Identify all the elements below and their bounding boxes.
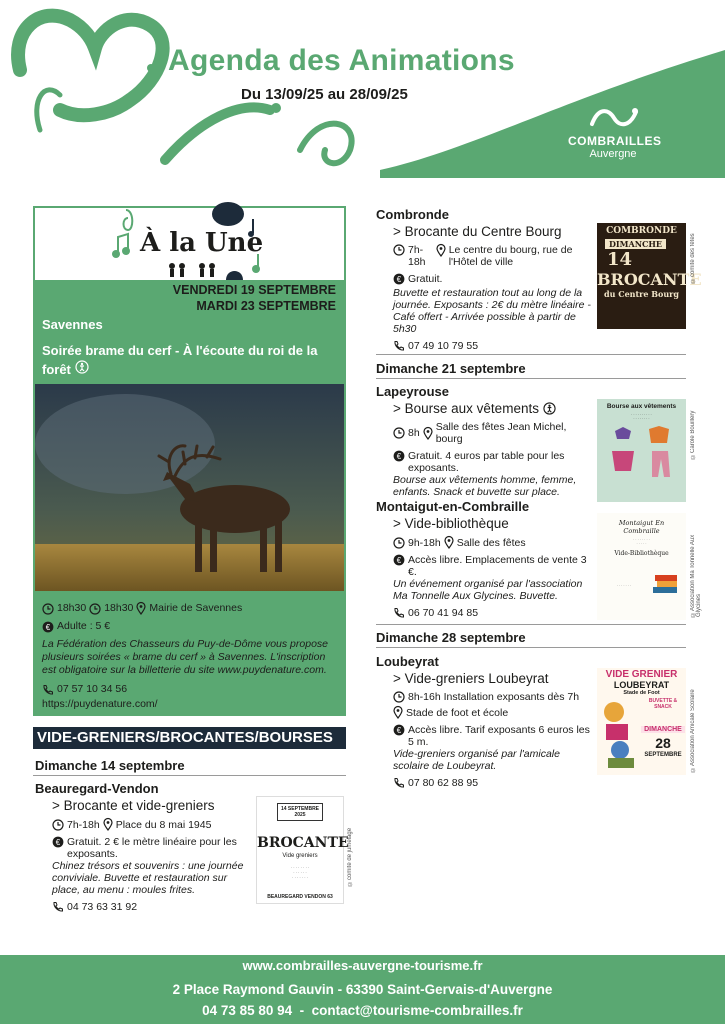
event-phone-row: [52, 901, 248, 913]
footer: [0, 955, 725, 1024]
books-illustration: [597, 557, 686, 607]
event-time-row: [393, 244, 593, 268]
divider: [376, 378, 686, 379]
poster-line3: Stade de Foot: [623, 690, 660, 696]
divider: [376, 624, 686, 625]
event-price: Gratuit. 4 euros par table pour les exposants.: [408, 450, 565, 474]
event-price: Accès libre. Tarif exposants 6 euros les 5 m.: [408, 724, 590, 748]
svg-text:€: €: [396, 726, 402, 735]
featured-phone: 07 57 10 34 56: [57, 683, 128, 695]
event-price: Accès libre. Emplacements de vente 3 €.: [408, 554, 587, 578]
euro-icon: [393, 554, 405, 566]
event-time-row: [393, 421, 593, 445]
poster-sub: Vide greniers: [282, 853, 318, 859]
featured-place: Mairie de Savennes: [149, 602, 243, 614]
featured-date-2: MARDI 23 SEPTEMBRE: [196, 299, 336, 313]
poster-title: Bourse aux vêtements: [606, 403, 677, 410]
poster-title: BROCANTE: [257, 835, 349, 851]
clothes-illustration: [597, 421, 686, 491]
event-town: Beauregard-Vendon: [35, 781, 159, 796]
event-time-row: [393, 536, 593, 549]
day-heading-28: Dimanche 28 septembre: [376, 630, 526, 645]
featured-time-1: 18h30: [57, 602, 87, 614]
svg-text:€: €: [396, 275, 402, 284]
clock-icon: [52, 819, 64, 831]
divider: [33, 775, 346, 776]
day-heading-14: Dimanche 14 septembre: [35, 758, 185, 773]
featured-phone-row: [42, 683, 342, 696]
location-pin-icon: [436, 244, 446, 257]
divider: [376, 647, 686, 648]
event-time: 7h-18h: [408, 244, 426, 268]
euro-icon: [52, 836, 64, 848]
accessibility-icon: [543, 402, 556, 415]
event-time-row: [52, 818, 248, 831]
featured-price-row: [42, 620, 342, 633]
event-title[interactable]: [393, 401, 556, 416]
clock-icon: [42, 603, 54, 615]
divider: [376, 354, 686, 355]
event-phone: 07 49 10 79 55: [408, 340, 479, 352]
poster-line2: DIMANCHE: [605, 239, 666, 249]
clock-icon: [393, 244, 405, 256]
deer-photo: [35, 384, 344, 591]
photo-credit: ©Carole Bouillery: [690, 410, 696, 459]
event-place-row: [393, 706, 593, 719]
featured-town: Savennes: [42, 317, 103, 332]
event-description: Un événement organisé par l'association Ma Tonnelle Aux Glycines. Buvette.: [393, 578, 583, 602]
event-phone: 07 80 62 88 95: [408, 777, 479, 789]
photo-credit: ©Association Amicale Scolaire: [690, 689, 696, 772]
event-place: Salle des fêtes Jean Michel, bourg: [435, 421, 567, 445]
event-place: Le centre du bourg, rue de l'Hôtel de ville: [448, 244, 573, 268]
event-town: Montaigut-en-Combraille: [376, 499, 530, 514]
event-price-row: [52, 836, 248, 860]
clock-icon: [89, 603, 101, 615]
euro-icon: [393, 273, 405, 285]
featured-event-title: [42, 341, 342, 379]
featured-title: À la Une: [140, 228, 264, 258]
footer-contact[interactable]: 04 73 85 80 94 - contact@tourisme-combrailles.fr: [202, 1003, 523, 1018]
objects-illustration: [600, 698, 640, 770]
event-price-row: [393, 724, 593, 748]
event-phone: 04 73 63 31 92: [67, 901, 138, 913]
event-title[interactable]: > Brocante du Centre Bourg: [393, 224, 562, 239]
event-price-row: [393, 554, 593, 578]
event-poster-loubeyrat: [597, 668, 686, 775]
svg-text:€: €: [55, 838, 61, 847]
svg-text:€: €: [45, 622, 51, 632]
event-town: Combronde: [376, 207, 449, 222]
event-town: Lapeyrouse: [376, 384, 449, 399]
featured-dates: [40, 282, 336, 314]
event-place: Place du 8 mai 1945: [115, 818, 212, 831]
poster-line2: LOUBEYRAT: [613, 680, 670, 690]
phone-icon: [42, 684, 54, 696]
event-details: [393, 536, 593, 624]
footer-website[interactable]: www.combrailles-auvergne-tourisme.fr: [242, 958, 483, 973]
svg-text:· · · · · · ·: · · · · · · ·: [617, 584, 631, 588]
event-details: [393, 691, 593, 794]
event-time: 8h-16h Installation exposants dès 7h: [408, 691, 580, 703]
poster-date: 14 SEPTEMBRE 2025: [277, 803, 323, 821]
poster-line6: 28: [655, 735, 671, 751]
event-town: Loubeyrat: [376, 654, 439, 669]
phone-icon: [393, 340, 405, 352]
featured-date-1: VENDREDI 19 SEPTEMBRE: [172, 283, 336, 297]
phone-icon: [393, 777, 405, 789]
event-description: Chinez trésors et souvenirs : une journée conviviale. Buvette et restauration sur place, au menu : moules frites.: [52, 860, 244, 896]
event-description: Buvette et restauration tout au long de la journée. Exposants : 2€ du mètre linéaire - Café offert - Arrivée possible à partir de 5h30: [393, 287, 591, 335]
euro-icon: [393, 450, 405, 462]
poster-line4: BROCANTE: [597, 270, 702, 289]
featured-price: Adulte : 5 €: [57, 620, 111, 632]
event-time: 8h: [408, 427, 420, 439]
photo-credit: ©Association Ma Tonnelle Aux Glycines: [690, 534, 702, 617]
section-title: VIDE-GRENIERS/BROCANTES/BOURSES: [33, 727, 346, 749]
photo-credit: ©comité des fêtes: [690, 233, 696, 283]
event-phone-row: [393, 340, 593, 352]
poster-line5: DIMANCHE: [641, 726, 685, 733]
event-phone-row: [393, 777, 593, 789]
phone-icon: [52, 901, 64, 913]
day-heading-21: Dimanche 21 septembre: [376, 361, 526, 376]
euro-icon: [393, 724, 405, 736]
location-pin-icon: [136, 602, 146, 615]
event-phone: 06 70 41 94 85: [408, 607, 479, 619]
event-place: Salle des fêtes: [456, 536, 526, 549]
poster-title: Montaigut En Combraille: [618, 519, 665, 535]
location-pin-icon: [444, 536, 454, 549]
euro-icon: [42, 621, 54, 633]
event-time-row: [393, 691, 593, 703]
event-details: [393, 244, 593, 357]
location-pin-icon: [423, 427, 433, 440]
event-title[interactable]: > Vide-greniers Loubeyrat: [393, 671, 549, 686]
event-title-text: > Bourse aux vêtements: [393, 401, 539, 416]
event-phone-row: [393, 607, 593, 619]
clock-icon: [393, 537, 405, 549]
poster-line1: COMBRONDE: [606, 226, 677, 236]
date-range: Du 13/09/25 au 28/09/25: [241, 86, 408, 103]
poster-line7: SEPTEMBRE: [644, 752, 682, 758]
event-details: [52, 818, 248, 918]
featured-info: [42, 602, 342, 711]
poster-footer: BEAUREGARD VENDON 63: [267, 894, 333, 900]
event-description: Vide-greniers organisé par l'amicale scolaire de Loubeyrat.: [393, 748, 560, 772]
poster-sub: Vide-Bibliothèque: [614, 550, 669, 557]
event-poster-lapeyrouse: Bourse aux vêtements · · · · · · · · · · · · · · · · · ·: [597, 399, 686, 502]
event-price: Gratuit. 2 € le mètre linéaire pour les exposants.: [67, 836, 237, 860]
event-time: 7h-18h: [67, 818, 100, 831]
event-title[interactable]: > Vide-bibliothèque: [393, 516, 509, 531]
accessibility-icon: [75, 360, 89, 374]
featured-description: La Fédération des Chasseurs du Puy-de-Dôme vous propose plusieurs soirées « brame du cerf » à Savennes. L'inscription est obligatoire sur la billetterie du site www.puydenature.com.: [42, 638, 328, 676]
featured-time-row: [42, 602, 342, 615]
poster-line1: VIDE GRENIER: [605, 669, 678, 680]
footer-address: 2 Place Raymond Gauvin - 63390 Saint-Gervais-d'Auvergne: [172, 982, 553, 997]
clock-icon: [393, 691, 405, 703]
featured-event-name: Soirée brame du cerf - À l'écoute du roi de la forêt: [42, 343, 318, 377]
event-price-row: [393, 273, 593, 285]
combrailles-logo-icon: [588, 102, 640, 132]
svg-text:€: €: [396, 452, 402, 461]
event-poster-montaigut: Montaigut En Combraille · · · · · · · · · · · · · Vide-Bibliothèque · · · · · · ·: [597, 513, 686, 620]
event-poster-beauregard: 14 SEPTEMBRE 2025 BROCANTE Vide greniers · · · · · · · · · · · · · · · · · · · · · BEAUREGARD VENDON 63: [256, 796, 344, 904]
featured-url[interactable]: https://puydenature.com/: [42, 698, 158, 710]
logo-name: COMBRAILLES: [568, 134, 662, 148]
svg-text:€: €: [396, 556, 402, 565]
logo-sub: Auvergne: [589, 148, 637, 160]
photo-credit: ©comité de jumelage: [347, 827, 353, 886]
location-pin-icon: [393, 706, 403, 719]
clock-icon: [393, 427, 405, 439]
poster-line5: du Centre Bourg: [604, 289, 679, 299]
event-description: Bourse aux vêtements homme, femme, enfants. Snack et buvette sur place.: [393, 474, 577, 498]
event-time: 9h-18h: [408, 536, 441, 549]
phone-icon: [393, 607, 405, 619]
event-price-row: [393, 450, 593, 474]
event-title[interactable]: > Brocante et vide-greniers: [52, 798, 215, 813]
poster-line3: 14: [607, 249, 633, 270]
event-details: [393, 421, 593, 498]
poster-line4: BUVETTE & SNACK: [648, 698, 678, 710]
location-pin-icon: [103, 818, 113, 831]
page-title: Agenda des Animations: [168, 44, 515, 77]
event-place: Stade de foot et école: [406, 706, 509, 719]
event-price: Gratuit.: [408, 273, 443, 285]
featured-time-2: 18h30: [104, 602, 134, 614]
